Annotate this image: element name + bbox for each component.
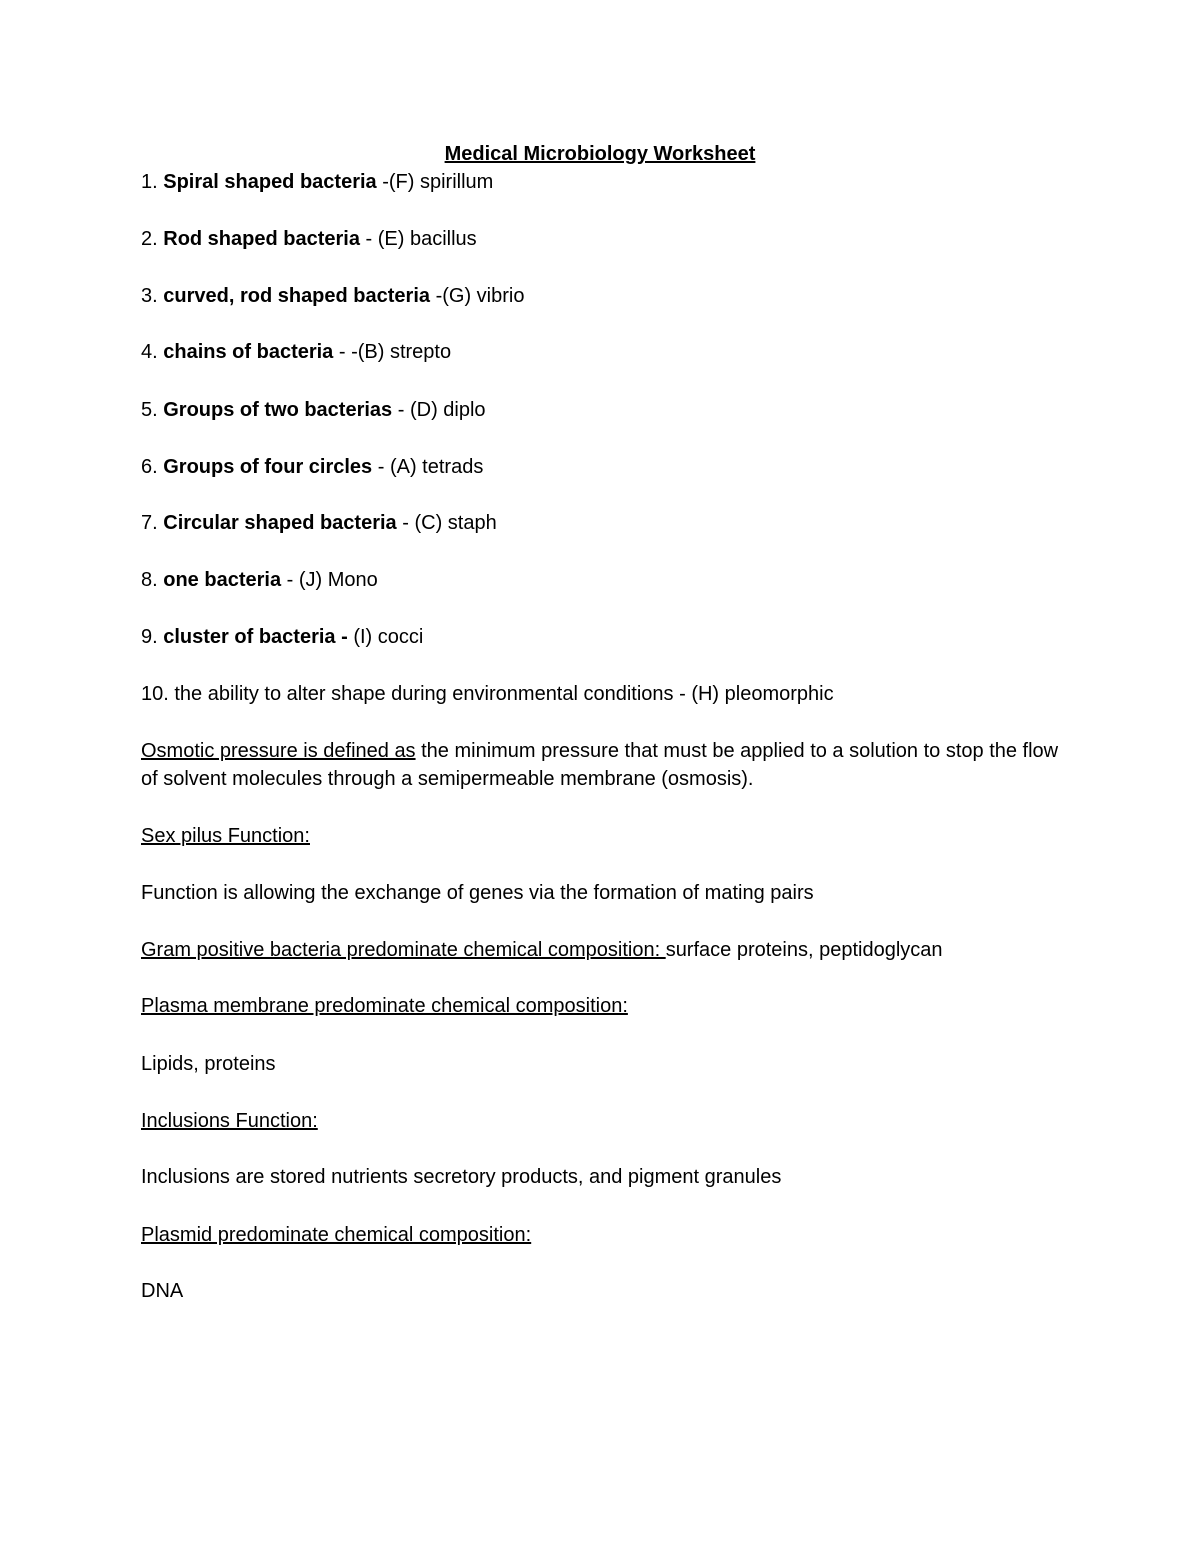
item-answer: the ability to alter shape during environmental conditions - (H) pleomorphic bbox=[174, 683, 834, 705]
item-term: Spiral shaped bacteria bbox=[163, 171, 377, 193]
list-item bbox=[141, 680, 834, 708]
item-answer: - (D) diplo bbox=[392, 399, 486, 421]
plasmid-heading bbox=[141, 1221, 531, 1249]
item-term: Rod shaped bacteria bbox=[163, 228, 360, 250]
item-term: chains of bacteria bbox=[163, 341, 334, 363]
page-title: Medical Microbiology Worksheet bbox=[444, 143, 756, 165]
inclusions-heading bbox=[141, 1107, 318, 1135]
item-term: Groups of two bacterias bbox=[163, 399, 393, 421]
list-item bbox=[141, 453, 483, 481]
osmotic-pressure-definition bbox=[141, 737, 1061, 793]
item-number: 1. bbox=[141, 171, 164, 193]
item-term: Circular shaped bacteria bbox=[163, 512, 397, 534]
item-term: cluster of bacteria - bbox=[163, 626, 348, 648]
list-item bbox=[141, 623, 423, 651]
item-term: Groups of four circles bbox=[163, 456, 373, 478]
item-number: 6. bbox=[141, 456, 164, 478]
list-item bbox=[141, 282, 524, 310]
plasmid-answer: DNA bbox=[141, 1280, 184, 1302]
item-term: curved, rod shaped bacteria bbox=[163, 285, 431, 307]
item-answer: - (A) tetrads bbox=[372, 456, 484, 478]
plasma-membrane-answer: Lipids, proteins bbox=[141, 1053, 276, 1075]
sex-pilus-heading bbox=[141, 822, 310, 850]
list-item bbox=[141, 338, 451, 366]
list-item bbox=[141, 168, 493, 196]
list-item bbox=[141, 225, 477, 253]
inclusions-label: Inclusions Function: bbox=[141, 1110, 318, 1132]
inclusions-answer: Inclusions are stored nutrients secretory products, and pigment granules bbox=[141, 1166, 782, 1188]
list-item bbox=[141, 509, 497, 537]
gram-positive-answer: surface proteins, peptidoglycan bbox=[665, 939, 943, 961]
gram-positive-label: Gram positive bacteria predominate chemical composition: bbox=[141, 939, 666, 961]
list-item bbox=[141, 566, 378, 594]
plasmid-label: Plasmid predominate chemical composition: bbox=[141, 1224, 532, 1246]
sex-pilus-label: Sex pilus Function: bbox=[141, 825, 310, 847]
item-answer: -(F) spirillum bbox=[376, 171, 494, 193]
item-number: 3. bbox=[141, 285, 164, 307]
gram-positive-line bbox=[141, 936, 943, 964]
item-answer: (I) cocci bbox=[347, 626, 424, 648]
item-answer: -(G) vibrio bbox=[430, 285, 525, 307]
sex-pilus-answer: Function is allowing the exchange of genes via the formation of mating pairs bbox=[141, 882, 814, 904]
item-number: 10. bbox=[141, 683, 175, 705]
plasma-membrane-heading bbox=[141, 992, 628, 1020]
list-item bbox=[141, 396, 486, 424]
item-number: 2. bbox=[141, 228, 164, 250]
item-answer: - (J) Mono bbox=[281, 569, 378, 591]
plasma-membrane-label: Plasma membrane predominate chemical composition: bbox=[141, 995, 628, 1017]
item-answer: - -(B) strepto bbox=[333, 341, 452, 363]
osmotic-label: Osmotic pressure is defined as bbox=[141, 740, 416, 762]
osmotic-text: the minimum pressure that must be applied to a solution to stop the flow of solvent molecules through a semipermeable membrane (osmosis). bbox=[141, 740, 1059, 790]
item-number: 7. bbox=[141, 512, 164, 534]
item-number: 5. bbox=[141, 399, 164, 421]
item-answer: - (C) staph bbox=[396, 512, 497, 534]
item-term: one bacteria bbox=[163, 569, 282, 591]
item-number: 8. bbox=[141, 569, 164, 591]
item-answer: - (E) bacillus bbox=[359, 228, 477, 250]
item-number: 4. bbox=[141, 341, 164, 363]
item-number: 9. bbox=[141, 626, 164, 648]
